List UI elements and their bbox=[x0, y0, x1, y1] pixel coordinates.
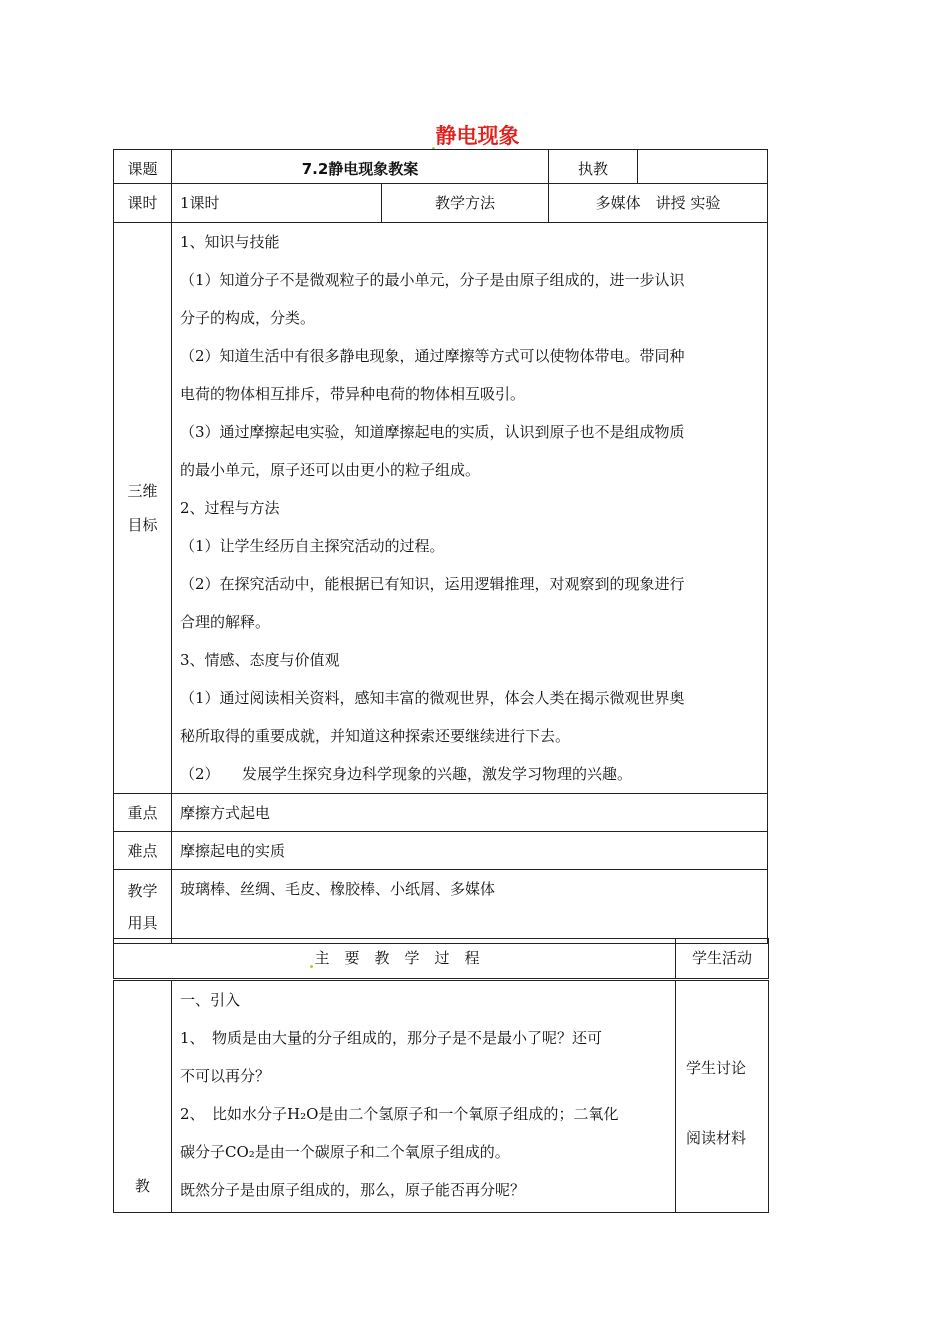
hours-label: 课时 bbox=[114, 184, 172, 223]
teacher-value bbox=[638, 150, 768, 184]
objectives-label: 三维 目标 bbox=[114, 223, 172, 794]
key-point-value: 摩擦方式起电 bbox=[172, 794, 768, 832]
tools-label: 教学 用具 bbox=[114, 870, 172, 944]
objectives-content: 1、知识与技能 （1）知道分子不是微观粒子的最小单元，分子是由原子组成的，进一步认识 分子的构成，分类。 （2）知道生活中有很多静电现象，通过摩擦等方式可以使物体带电。带同种 电荷的物体相互排斥，带异种电荷的物体相互吸引。 （3）通过摩擦起电实验，知道摩擦起电的实质，认识到原子也不是组成物质 的最小单元，原子还可以由更小的粒子组成。 2、过程与方法 （1）让学生经历自主探究活动的过程。 （2）在探究活动中，能根据已有知识，运用逻辑推理，对观察到的现象进行 合理的解释。 3、情感、态度与价值观 （1）通过阅读相关资料，感知丰富的微观世界，体会人类在揭示微观世界奥 秘所取得的重要成就，并知道这种探索还要继续进行下去。 （2） 发展学生探究身边科学现象的兴趣，激发学习物理的兴趣。 bbox=[172, 223, 768, 794]
process-header-table bbox=[113, 938, 769, 979]
process-side-label: 教 bbox=[114, 981, 172, 1213]
process-header: 主 要 教 学 过 程 bbox=[114, 939, 676, 979]
tools-value: 玻璃棒、丝绸、毛皮、橡胶棒、小纸屑、多媒体 bbox=[172, 870, 768, 944]
process-content: 一、引入 1、 物质是由大量的分子组成的，那分子是不是最小了呢？还可 不可以再分？ 2、 比如水分子H₂O是由二个氢原子和一个氧原子组成的；二氧化 碳分子CO₂是由一个碳原子和二个氧原子组成的。 既然分子是由原子组成的，那么，原子能否再分呢？ bbox=[172, 981, 676, 1213]
difficulty-label: 难点 bbox=[114, 832, 172, 870]
topic-label: 课题 bbox=[114, 150, 172, 184]
key-point-label: 重点 bbox=[114, 794, 172, 832]
process-table bbox=[113, 980, 769, 1213]
difficulty-value: 摩擦起电的实质 bbox=[172, 832, 768, 870]
process-activities: 学生讨论 阅读材料 bbox=[676, 981, 769, 1213]
teacher-label: 执教 bbox=[549, 150, 638, 184]
hours-value: 1课时 bbox=[172, 184, 382, 223]
page-title: 静电现象 bbox=[0, 120, 950, 150]
topic-value: 7.2静电现象教案 bbox=[172, 150, 549, 184]
method-label: 教学方法 bbox=[382, 184, 549, 223]
lesson-table bbox=[113, 149, 768, 944]
activity-header: 学生活动 bbox=[676, 939, 769, 979]
method-value: 多媒体 讲授 实验 bbox=[549, 184, 768, 223]
